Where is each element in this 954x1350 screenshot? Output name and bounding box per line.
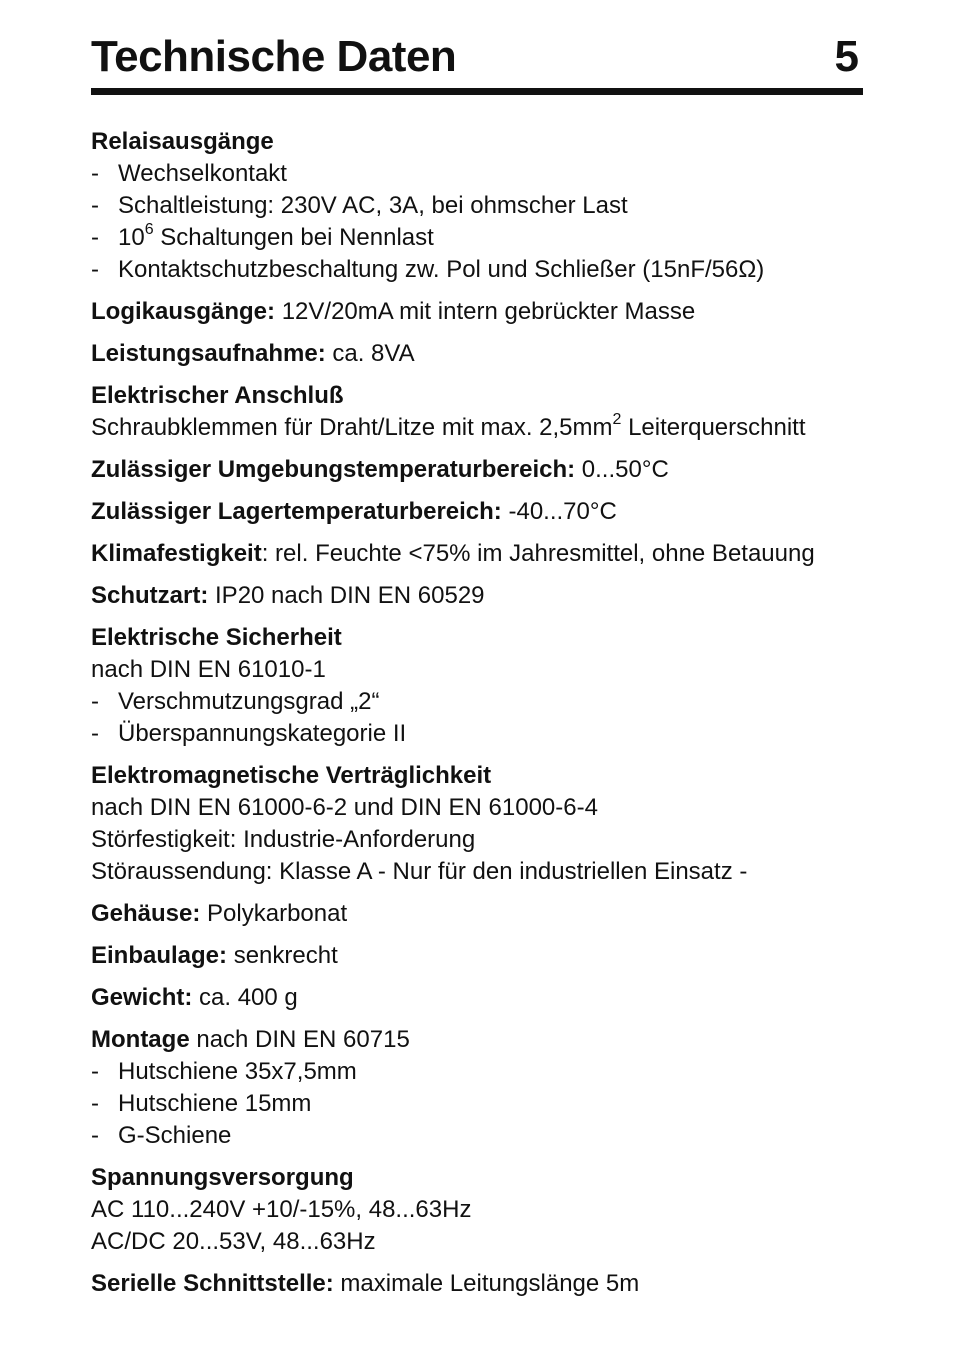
field-label: Logikausgänge: [91,298,276,325]
field-label: Gewicht: [91,984,193,1011]
section-heading: Elektrische Sicherheit [91,624,342,651]
list-item: - Verschmutzungsgrad „2“ [91,688,380,715]
section-lager [91,496,881,528]
section-montage [91,1024,881,1152]
text-line: nach DIN EN 61000-6-2 und DIN EN 61000-6-4 [91,794,598,821]
text-line [91,1024,881,1056]
field-label: Gehäuse: [91,900,201,927]
spec-content [91,126,881,1310]
section-einbaulage [91,940,881,972]
section-umgebung [91,454,881,486]
text-line: Störfestigkeit: Industrie-Anforderung [91,826,476,853]
field-value: maximale Leitungslänge 5m [333,1270,640,1297]
field-value: 0...50°C [575,456,669,483]
section-heading: Elektrischer Anschluß [91,382,344,409]
section-leistung [91,338,881,370]
list-item: - Hutschiene 35x7,5mm [91,1058,357,1085]
section-relais [91,126,881,286]
field-label: Leistungsaufnahme: [91,340,326,367]
list-item: - Überspannungskategorie II [91,720,407,747]
list-item: - G-Schiene [91,1122,232,1149]
text-line: AC/DC 20...53V, 48...63Hz [91,1228,376,1255]
field-value: IP20 nach DIN EN 60529 [208,582,485,609]
field-label: Zulässiger Umgebungstemperaturbereich: [91,456,576,483]
field-label: Montage [91,1026,190,1053]
list-item: - Wechselkontakt [91,160,287,187]
header-rule [91,88,863,95]
section-emv [91,760,881,888]
section-klima [91,538,881,570]
section-heading: Spannungsversorgung [91,1164,354,1191]
text-line: Störaussendung: Klasse A - Nur für den industriellen Einsatz - [91,858,748,885]
section-heading: Elektromagnetische Verträglichkeit [91,762,492,789]
field-value: -40...70°C [501,498,617,525]
list-item: - $10^6$ Schaltungen bei Nennlast [91,221,434,251]
page-header [91,30,863,88]
section-logik [91,296,881,328]
field-label: Serielle Schnittstelle: [91,1270,334,1297]
field-value: ca. 400 g [192,984,298,1011]
text-line: AC 110...240V +10/-15%, 48...63Hz [91,1196,472,1223]
section-versorgung [91,1162,881,1258]
section-sicherheit [91,622,881,750]
list-item: - Hutschiene 15mm [91,1090,312,1117]
field-label: Einbaulage: [91,942,228,969]
text-line: Schraubklemmen für Draht/Litze mit max. $2,5mm^2$ Leiterquerschnitt [91,411,806,441]
text-line: nach DIN EN 61010-1 [91,656,326,683]
field-value: senkrecht [227,942,338,969]
section-gewicht [91,982,881,1014]
page-number: 5 [834,32,859,81]
section-heading: Relaisausgänge [91,128,274,155]
field-label: Klimafestigkeit [91,540,262,567]
page-title: Technische Daten [91,32,457,81]
field-value: ca. 8VA [325,340,415,367]
field-value: nach DIN EN 60715 [189,1026,410,1053]
field-value: : rel. Feuchte <75% im Jahresmittel, ohne Betauung [261,540,815,567]
field-label: Schutzart: [91,582,209,609]
section-seriell [91,1268,881,1300]
list-item: - Kontaktschutzbeschaltung zw. Pol und Schließer (15nF/56Ω) [91,256,765,283]
list-item: - Schaltleistung: 230V AC, 3A, bei ohmscher Last [91,192,628,219]
section-schutzart [91,580,881,612]
section-anschluss [91,380,881,444]
section-gehaeuse [91,898,881,930]
field-value: Polykarbonat [200,900,348,927]
field-value: 12V/20mA mit intern gebrückter Masse [275,298,696,325]
field-label: Zulässiger Lagertemperaturbereich: [91,498,502,525]
